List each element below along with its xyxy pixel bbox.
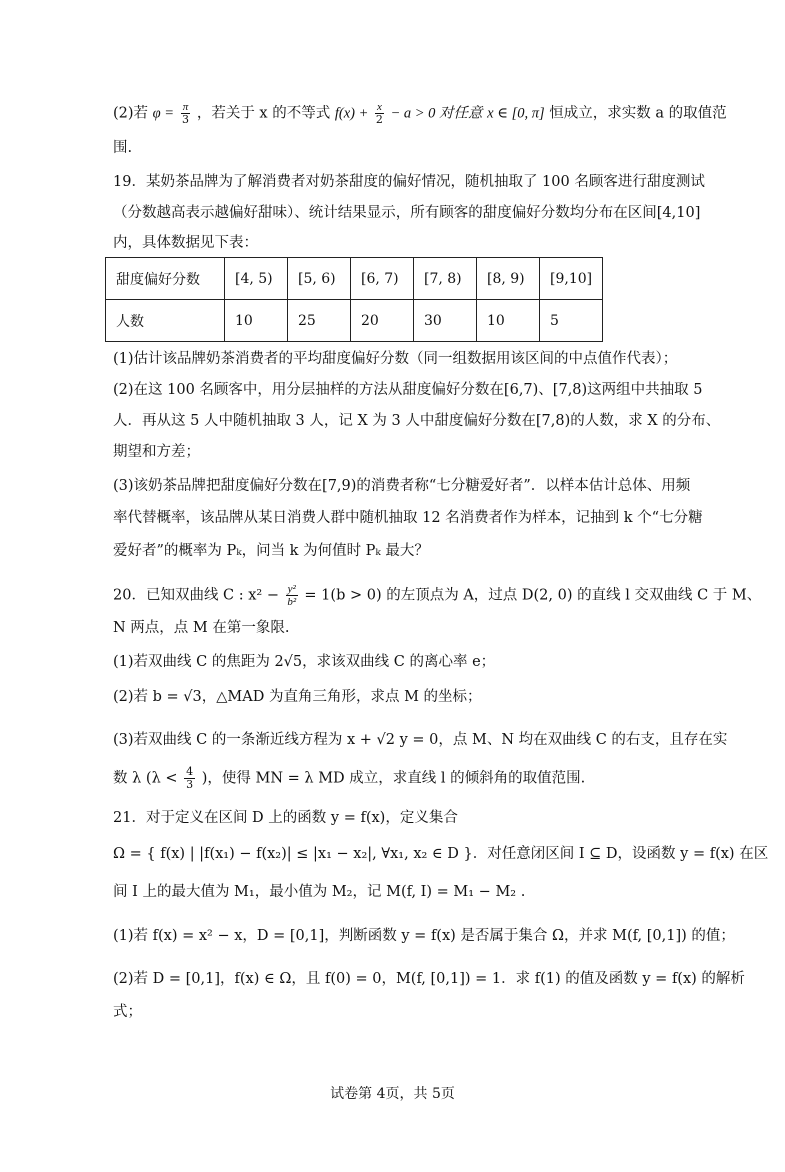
table-cell: [7, 8) xyxy=(414,258,477,300)
q21-line1: 21．对于定义在区间 D 上的函数 y = f(x)，定义集合 xyxy=(113,810,458,826)
q19-line1: 19．某奶茶品牌为了解消费者对奶茶甜度的偏好情况，随机抽取了 100 名顾客进行甜度测试 xyxy=(113,174,705,190)
table-cell: [9,10] xyxy=(540,258,603,300)
q20-part3-line1: (3)若双曲线 C 的一条渐近线方程为 x + √2 y = 0，点 M、N 均在双曲线 C 的右支，且存在实 xyxy=(113,732,728,748)
q19-part3-line2: 率代替概率，该品牌从某日消费人群中随机抽取 12 名消费者作为样本，记抽到 k 个“七分糖 xyxy=(113,510,703,526)
q21-line2: Ω = { f(x) | |f(x₁) − f(x₂)| ≤ |x₁ − x₂|, ∀x₁, x₂ ∈ D }．对任意闭区间 I ⊆ D，设函数 y = f(x) 在区 xyxy=(113,846,769,862)
q19-part2-line3: 期望和方差； xyxy=(113,444,200,460)
q20-part3-line2: 数 λ (λ < $\frac{4}{3}$ )，使得 MN = λ MD 成立，求直线 l 的倾斜角的取值范围. xyxy=(113,765,586,791)
q20-line2: N 两点，点 M 在第一象限. xyxy=(113,620,290,636)
q21-part2-line2: 式； xyxy=(113,1004,142,1020)
q18-tail: 恒成立，求实数 a 的取值范 xyxy=(549,105,727,122)
q19-part1: (1)估计该品牌奶茶消费者的平均甜度偏好分数（同一组数据用该区间的中点值作代表）； xyxy=(113,351,678,367)
q19-part3-line1: (3)该奶茶品牌把甜度偏好分数在[7,9)的消费者称“七分糖爱好者”．以样本估计总体、用频 xyxy=(113,478,691,494)
four-over-three: $\frac{4}{3}$ xyxy=(186,765,194,791)
q19-part2-line2: 人．再从这 5 人中随机抽取 3 人，记 X 为 3 人中甜度偏好分数在[7,8)的人数，求 X 的分布、 xyxy=(113,413,721,429)
x-over-2: $\frac{x}{2}$ xyxy=(375,101,383,126)
q19-line3: 内，具体数据见下表： xyxy=(113,235,258,251)
table-cell: 30 xyxy=(414,300,477,342)
ineq-b: − a > 0 对任意 xyxy=(390,105,483,122)
table-cell: 5 xyxy=(540,300,603,342)
q20-part1: (1)若双曲线 C 的焦距为 2√5，求该双曲线 C 的离心率 e； xyxy=(113,654,496,670)
q18-mid: ，若关于 x 的不等式 xyxy=(196,105,331,122)
q20-line1: 20．已知双曲线 C : x² − $\frac{\text{y²}}{\text{b²}}$ = 1(b > 0) 的左顶点为 A，过点 D(2, 0) 的直线 l 交双曲线 C 于 M、 xyxy=(113,583,762,608)
q20-part2: (2)若 b = √3，△MAD 为直角三角形，求点 M 的坐标； xyxy=(113,689,482,705)
table-cell: 25 xyxy=(288,300,351,342)
q21-line3: 间 I 上的最大值为 M₁，最小值为 M₂，记 M(f, I) = M₁ − M₂ . xyxy=(113,884,526,900)
table-cell: 10 xyxy=(225,300,288,342)
table-cell: 20 xyxy=(351,300,414,342)
q18-part2-line2: 围. xyxy=(113,140,133,156)
q18-prefix: (2)若 xyxy=(113,105,149,122)
domain: x ∈ [0, π] xyxy=(487,105,545,122)
table-cell: [5, 6) xyxy=(288,258,351,300)
pi-over-3: $\frac{\pi}{3}$ xyxy=(181,101,189,126)
page-footer: 试卷第 4页，共 5页 xyxy=(330,1086,455,1102)
table-row-label: 人数 xyxy=(106,300,225,342)
table-header-label: 甜度偏好分数 xyxy=(106,258,225,300)
table-cell: 10 xyxy=(477,300,540,342)
q19-part2-line1: (2)在这 100 名顾客中，用分层抽样的方法从甜度偏好分数在[6,7)、[7,8)这两组中共抽取 5 xyxy=(113,382,703,398)
phi-eq: φ = xyxy=(152,105,175,122)
ineq-a: f(x) + xyxy=(334,105,369,122)
y2-over-b2: $\frac{\text{y²}}{\text{b²}}$ xyxy=(287,583,297,608)
q19-line2: （分数越高表示越偏好甜味）、统计结果显示，所有顾客的甜度偏好分数均分布在区间[4,10] xyxy=(113,205,701,221)
table-row xyxy=(106,300,603,342)
sweetness-table xyxy=(105,257,603,342)
q21-part2-line1: (2)若 D = [0,1]，f(x) ∈ Ω，且 f(0) = 0，M(f, [0,1]) = 1．求 f(1) 的值及函数 y = f(x) 的解析 xyxy=(113,971,745,987)
table-cell: [8, 9) xyxy=(477,258,540,300)
q18-part2-line1 xyxy=(113,101,727,126)
table-cell: [6, 7) xyxy=(351,258,414,300)
table-cell: [4, 5) xyxy=(225,258,288,300)
q19-part3-line3: 爱好者”的概率为 Pₖ，问当 k 为何值时 Pₖ 最大？ xyxy=(113,543,429,559)
q21-part1: (1)若 f(x) = x² − x，D = [0,1]，判断函数 y = f(x) 是否属于集合 Ω，并求 M(f, [0,1]) 的值； xyxy=(113,928,735,944)
table-row xyxy=(106,258,603,300)
